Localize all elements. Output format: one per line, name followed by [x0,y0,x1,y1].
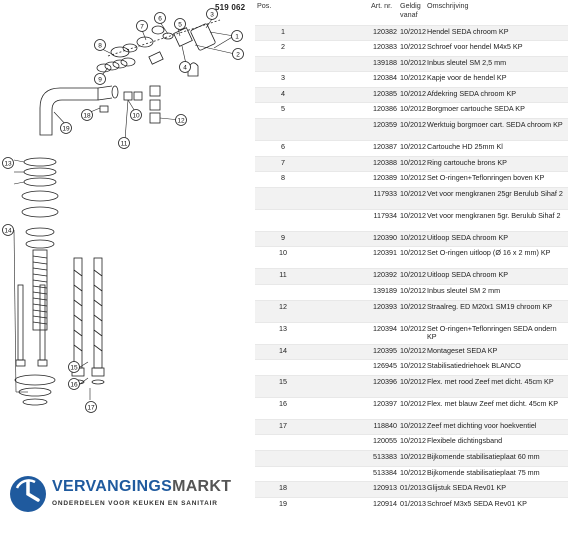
cell-valid-from: 10/2012 [400,42,426,52]
leader-lines [14,22,235,400]
bolts [16,285,47,366]
cell-art-nr: 120396 [373,376,397,386]
cell-pos: 2 [281,42,285,52]
cell-art-nr: 120383 [373,42,397,52]
cell-valid-from: 10/2012 [400,345,426,355]
callout-18: 18 [83,112,91,120]
cell-pos: 13 [279,323,287,333]
cell-valid-from: 10/2012 [400,420,426,430]
cell-valid-from: 10/2012 [400,452,426,461]
cell-art-nr: 120391 [373,248,397,258]
cell-art-nr: 120914 [373,498,397,508]
table-row [255,187,568,209]
cell-art-nr: 126945 [373,361,397,371]
cell-valid-from: 10/2012 [400,323,426,333]
table-row [255,482,568,498]
header-art: Art. nr. [371,1,393,10]
callout-17: 17 [87,404,95,412]
cell-art-nr: 117933 [373,188,397,198]
callout-13: 13 [4,160,12,168]
callout-2: 2 [236,51,240,59]
cell-description: Vet voor mengkranen 5gr. Berulub Sihaf 2 [427,210,561,220]
cell-description: Cartouche HD 25mm Kl [427,142,503,152]
parts-table-container [255,0,568,550]
cell-description: Schroef voor hendel M4x5 KP [427,42,523,52]
header-desc: Omschrijving [427,1,469,10]
callout-6: 6 [158,15,162,23]
callout-16: 16 [70,381,78,389]
cell-valid-from: 10/2012 [400,173,426,183]
cell-art-nr: 120395 [373,345,397,355]
cell-pos: 9 [281,232,285,242]
table-row [255,322,568,344]
bottom-plate [15,375,55,405]
cell-art-nr: 139188 [373,57,397,67]
logo-mark-icon [8,474,48,514]
header-pos: Pos. [257,1,272,10]
brand-logo [8,470,253,530]
table-row [255,419,568,435]
table-row [255,87,568,103]
cell-description: Ring cartouche brons KP [427,157,507,167]
logo-title [52,478,231,496]
cell-art-nr: 120384 [373,73,397,83]
table-row [255,497,568,513]
callout-circles [3,13,244,413]
cell-valid-from: 10/2012 [400,301,426,311]
exploded-diagram [0,0,255,465]
cell-pos [255,466,369,482]
cell-description: Schroef M3x5 SEDA Rev01 KP [427,498,527,508]
table-row [255,209,568,231]
cell-description: Set O-ringen uitloop (Ø 16 x 2 mm) KP [427,248,551,258]
logo-subtitle: ONDERDELEN VOOR KEUKEN EN SANITAIR [52,500,218,507]
cell-valid-from: 10/2012 [400,73,426,83]
table-row [255,119,568,141]
cell-description: Zeef met dichting voor hoekventiel [427,420,537,430]
cell-description: Bijkomende stabilisatieplaat 60 mm [427,452,540,461]
cell-description: Set O-ringen+Teflonringen SEDA ondern KP [427,323,557,342]
cell-valid-from: 10/2012 [400,248,426,258]
callout-7: 7 [140,23,144,31]
spout-body [40,86,160,135]
cell-art-nr: 120387 [373,142,397,152]
table-row [255,269,568,285]
callout-15: 15 [70,364,78,372]
logo-title-part2: MARKT [172,478,232,495]
cell-valid-from: 10/2012 [400,361,426,371]
table-row [255,435,568,451]
cell-pos: 8 [281,173,285,183]
cell-pos [255,285,369,301]
cell-valid-from: 10/2012 [400,120,426,130]
cell-valid-from: 10/2012 [400,142,426,152]
table-body [255,25,568,513]
cell-description: Hendel SEDA chroom KP [427,26,509,36]
cell-art-nr: 120394 [373,323,397,333]
cell-pos: 16 [279,398,287,408]
cell-valid-from: 01/2013 [400,483,426,493]
callout-4: 4 [183,64,187,72]
cell-pos: 15 [279,376,287,386]
cell-valid-from: 10/2012 [400,270,426,280]
cell-description: Uitloop SEDA chroom KP [427,232,509,242]
cell-valid-from: 10/2012 [400,286,426,296]
cell-valid-from: 01/2013 [400,498,426,508]
callout-1: 1 [235,33,239,41]
cell-pos: 14 [279,345,287,355]
table-row [255,156,568,172]
table-header-row [255,0,568,25]
table-row [255,141,568,157]
cell-art-nr: 118840 [373,420,397,430]
cell-art-nr: 513383 [373,452,397,461]
parts-table [255,0,568,513]
cell-pos: 1 [281,26,285,36]
cell-pos: 18 [279,483,287,493]
callout-9: 9 [98,76,102,84]
cell-valid-from: 10/2012 [400,104,426,114]
cell-description: Uitloop SEDA chroom KP [427,270,509,280]
table-row [255,41,568,57]
cell-valid-from: 10/2012 [400,398,426,408]
cell-description: Borgmoer cartouche SEDA KP [427,104,525,114]
cell-pos [255,187,369,209]
table-row [255,172,568,188]
cell-pos: 3 [281,73,285,83]
cell-pos: 19 [279,498,287,508]
cell-art-nr: 120397 [373,398,397,408]
cell-valid-from: 10/2012 [400,210,426,220]
table-row [255,25,568,41]
callout-8: 8 [98,42,102,50]
cell-description: Flex. met rood Zeef met dicht. 45cm KP [427,376,554,386]
cell-valid-from: 10/2012 [400,436,426,446]
cell-pos [255,451,369,467]
cell-description: Werktuig borgmoer cart. SEDA chroom KP [427,120,563,130]
cell-valid-from: 10/2012 [400,88,426,98]
cell-valid-from: 10/2012 [400,157,426,167]
cell-pos [255,209,369,231]
cell-art-nr: 120393 [373,301,397,311]
cell-valid-from: 10/2012 [400,467,426,477]
table-row [255,344,568,360]
table-row [255,285,568,301]
cell-pos [255,435,369,451]
cell-art-nr: 120392 [373,270,397,280]
cell-art-nr: 139189 [373,286,397,296]
table-row [255,375,568,397]
table-row [255,56,568,72]
cell-art-nr: 120055 [373,436,397,446]
table-row [255,466,568,482]
table-row [255,451,568,467]
cell-description: Montageset SEDA KP [427,345,498,355]
cell-valid-from: 10/2012 [400,26,426,36]
header-valid [398,0,425,25]
callout-19: 19 [62,125,70,133]
cell-valid-from: 10/2012 [400,188,426,198]
cell-pos: 6 [281,142,285,152]
callout-10: 10 [132,112,140,120]
callout-3: 3 [210,11,214,19]
callout-12: 12 [177,117,185,125]
callout-5: 5 [178,21,182,29]
cell-description: Kapje voor de hendel KP [427,73,507,83]
cell-description: Vet voor mengkranen 25gr Berulub Sihaf 2 [427,188,563,198]
cell-valid-from: 10/2012 [400,376,426,386]
table-row [255,247,568,269]
cell-description: Bijkomende stabilisatieplaat 75 mm [427,467,540,477]
callout-11: 11 [120,140,128,148]
cell-description: Flex. met blauw Zeef met dicht. 45cm KP [427,398,559,408]
cell-pos: 10 [279,248,287,258]
cell-description: Stabilisatiedriehoek BLANCO [427,361,521,371]
cell-description: Inbus sleutel SM 2,5 mm [427,57,507,67]
cell-pos: 11 [279,270,287,280]
cell-pos: 12 [279,301,287,311]
table-row [255,300,568,322]
table-row [255,231,568,247]
cell-description: Glijstuk SEDA Rev01 KP [427,483,507,493]
cell-art-nr: 120389 [373,173,397,183]
cell-art-nr: 120386 [373,104,397,114]
diagram-part-number: 519 062 [215,3,246,12]
table-row [255,397,568,419]
cell-description: Inbus sleutel SM 2 mm [427,286,501,296]
cell-art-nr: 120359 [373,120,397,130]
table-row [255,360,568,376]
cell-pos: 17 [279,420,287,430]
cell-description: Straalreg. ED M20x1 SM19 chroom KP [427,301,553,311]
table-row [255,103,568,119]
cell-art-nr: 120390 [373,232,397,242]
cell-pos [255,119,369,141]
cell-pos: 7 [281,157,285,167]
base-washers [22,158,58,248]
table-row [255,72,568,88]
cell-pos [255,360,369,376]
cell-pos: 4 [281,88,285,98]
cell-art-nr: 120382 [373,26,397,36]
cell-description: Afdekring SEDA chroom KP [427,88,517,98]
header-valid-line1: Geldig [400,1,421,10]
header-valid-line2: vanaf [400,9,418,19]
diagram-drawing [0,0,255,465]
cell-pos: 5 [281,104,285,114]
cell-description: Flexibele dichtingsband [427,436,503,446]
cell-valid-from: 10/2012 [400,232,426,242]
cell-art-nr: 120913 [373,483,397,493]
cell-art-nr: 513384 [373,467,397,477]
cell-art-nr: 117934 [373,210,397,220]
ring-stack [97,58,135,72]
cell-description: Set O-ringen+Teflonringen boven KP [427,173,545,183]
callout-14: 14 [4,227,12,235]
cell-valid-from: 10/2012 [400,57,426,67]
cell-pos [255,56,369,72]
cell-art-nr: 120388 [373,157,397,167]
logo-title-part1: VERVANGINGS [52,478,173,495]
cell-art-nr: 120385 [373,88,397,98]
